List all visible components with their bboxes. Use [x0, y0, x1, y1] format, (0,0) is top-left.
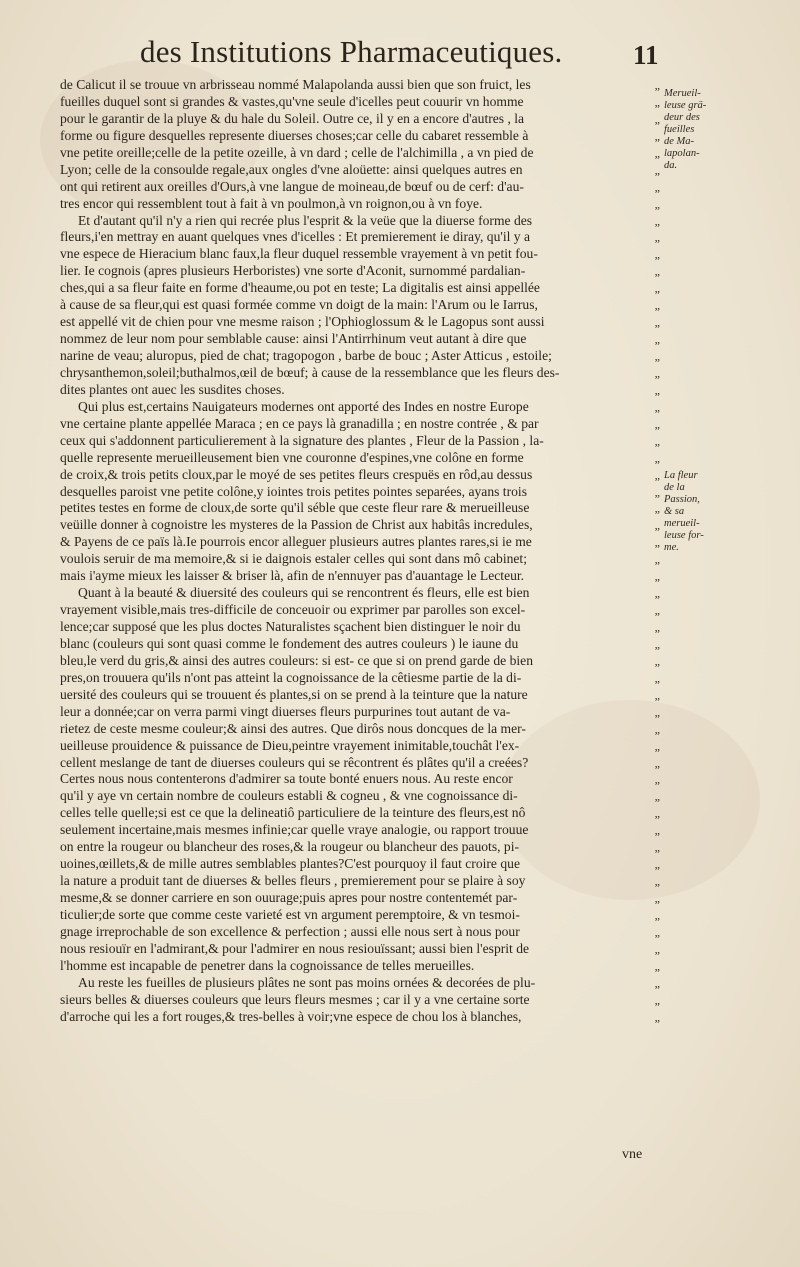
quotation-mark: „: [654, 247, 660, 262]
line-text: voulois seruir de ma memoire,& si ie daignois estaler celles qui sont dans mô cabinet;: [60, 551, 527, 567]
margin-note-line: deur des: [664, 112, 700, 123]
margin-note-line: fueilles: [664, 124, 695, 135]
catchword: vne: [622, 1147, 643, 1162]
quotation-mark: „: [654, 382, 660, 397]
text-line: [60, 602, 660, 619]
text-line: [60, 517, 660, 534]
text-line: [60, 1009, 660, 1026]
margin-note-line: merueil-: [664, 518, 700, 529]
text-line: [60, 941, 660, 958]
line-text: veüille donner à cognoistre les mysteres de la Passion de Christ aux habitâs incredules,: [60, 517, 533, 533]
text-line: [60, 771, 660, 788]
quotation-mark: „: [654, 230, 660, 245]
quotation-mark: „: [654, 823, 660, 838]
quotation-mark: „: [654, 298, 660, 313]
line-text: ont qui retirent aux oreilles d'Ours,à vne langue de moineau,de bœuf ou de cerf: d'au-: [60, 178, 524, 194]
text-line: [60, 280, 660, 297]
margin-note-malapolanda: [664, 88, 734, 172]
line-text: bleu,le verd du gris,& ainsi des autres couleurs: si est- ce que si on prend garde de bien: [60, 652, 534, 668]
text-line: [60, 755, 660, 772]
text-line: [60, 467, 660, 484]
margin-note-line: Passion,: [664, 494, 700, 505]
line-text: pour le garantir de la pluye & du hale du Soleil. Outre ce, il y en a encore d'autres , la: [60, 110, 525, 126]
line-text: forme ou figure desquelles represente diuerses choses;car celle du cabaret ressemble à: [60, 127, 529, 143]
quotation-mark: „: [654, 145, 660, 160]
line-text: d'arroche qui les a fort rouges,& tres-belles à voir;vne espece de chou los à blanches,: [60, 1008, 522, 1024]
quotation-mark: „: [654, 281, 660, 296]
text-line: [60, 179, 660, 196]
quotation-mark: „: [654, 687, 660, 702]
text-line: [60, 450, 660, 467]
quotation-mark: „: [654, 924, 660, 939]
quotation-mark: „: [654, 636, 660, 651]
text-line: [60, 568, 660, 585]
text-line: [60, 839, 660, 856]
text-line: [60, 263, 660, 280]
line-text: nous resiouïr en l'admirant,& pour l'admirer en nous resiouïssant; aussi bien l'esprit de: [60, 940, 530, 956]
quotation-mark: „: [654, 874, 660, 889]
running-title: des Institutions Pharmaceutiques.: [140, 34, 563, 69]
quotation-mark: „: [654, 738, 660, 753]
margin-note-line: me.: [664, 542, 679, 553]
text-line: [60, 128, 660, 145]
quotation-mark: „: [654, 891, 660, 905]
margin-note-line: da.: [664, 160, 678, 171]
line-text: Au reste les fueilles de plusieurs plâtes ne sont pas moins ornées & decorées de plu-: [78, 974, 536, 990]
quotation-mark: „: [654, 196, 660, 211]
text-line: [60, 924, 660, 941]
quotation-mark: „: [654, 365, 660, 380]
text-line: [60, 246, 660, 263]
quotation-mark: „: [654, 840, 660, 855]
line-text: Et d'autant qu'il n'y a rien qui recrée plus l'esprit & la veüe que la diuerse forme des: [78, 212, 533, 228]
margin-note-line: lapolan-: [664, 148, 700, 159]
text-line: [60, 500, 660, 517]
quotation-mark: „: [654, 162, 660, 177]
text-line: [60, 873, 660, 890]
quotation-mark: „: [654, 332, 660, 347]
margin-note-line: de Ma-: [664, 136, 695, 147]
text-line: [60, 738, 660, 755]
line-text: uersité des couleurs qui se trouuent és plantes,si on se prend à la teinture que la nature: [60, 686, 528, 702]
quotation-mark: „: [654, 704, 660, 719]
text-line: [60, 619, 660, 636]
line-text: vne certaine plante appellée Maraca ; en ce pays là granadilla ; en nostre contrée , & par: [60, 415, 539, 431]
quotation-mark: „: [654, 620, 660, 634]
text-line: [60, 348, 660, 365]
margin-note-line: Merueil-: [664, 88, 701, 99]
quotation-mark: „: [654, 94, 660, 109]
quotation-mark: „: [654, 450, 660, 465]
quotation-mark: „: [654, 349, 660, 363]
line-text: uoines,œillets,& de mille autres semblables plantes?C'est pourquoy il faut croire que: [60, 856, 520, 872]
line-text: narine de veau; aluropus, pied de chat; tragopogon , barbe de bouc ; Aster Atticus , estoile;: [60, 348, 552, 363]
quotation-mark: „: [654, 78, 660, 92]
text-line: [60, 162, 660, 179]
margin-note-passion-flower: [664, 470, 734, 554]
text-line: [60, 721, 660, 738]
line-text: tres encor qui ressemblent tout à fait à vn poulmon,à vn roignon,ou à vn foye.: [60, 195, 483, 211]
page-number: 11: [633, 40, 659, 70]
text-line: [60, 653, 660, 670]
line-text: dites plantes ont auec les susdites choses.: [60, 381, 285, 397]
line-text: gnage irreprochable de son excellence & perfection ; aussi elle nous sert à nous pour: [60, 923, 520, 939]
text-line: [60, 805, 660, 822]
text-line: [60, 704, 660, 721]
quotation-mark: „: [654, 586, 660, 601]
quotation-mark: „: [654, 179, 660, 194]
quotation-mark: „: [654, 789, 660, 804]
line-text: pres,on trouuera qu'ils n'ont pas atteint la cognoissance de la cêtiesme partie de la di-: [60, 669, 522, 685]
line-text: lier. Ie cognois (apres plusieurs Herboristes) vne sorte d'Aconit, surnommé pardalian-: [60, 263, 526, 279]
text-line: [60, 213, 660, 230]
line-text: sieurs belles & diuerses couleurs que leurs fleurs mesmes ; car il y a vne certaine sorte: [60, 991, 530, 1007]
text-line: [60, 907, 660, 924]
quotation-mark: „: [654, 111, 660, 126]
text-line: [60, 382, 660, 399]
text-line: [60, 992, 660, 1009]
line-text: leur a donnée;car on verra parmi vingt diuerses fleurs purpurines tout autant de va-: [60, 703, 511, 719]
line-text: lence;car supposé que les plus doctes Naturalistes sçachent bien distinguer le noir du: [60, 619, 521, 634]
quotation-mark: „: [654, 670, 660, 685]
line-text: Qui plus est,certains Nauigateurs modernes ont apporté des Indes en nostre Europe: [78, 398, 529, 414]
text-line: [60, 433, 660, 450]
text-line: [60, 890, 660, 907]
quotation-mark: „: [654, 416, 660, 431]
line-text: qu'il y aye vn certain nombre de couleurs establi & cogneu , & vne cognoissance di-: [60, 788, 518, 804]
text-line: [60, 636, 660, 653]
line-text: à cause de sa fleur,qui est quasi formée comme vn doigt de la main: l'Arum ou le Iarrus,: [60, 297, 538, 313]
quotation-mark: „: [654, 721, 660, 736]
line-text: mais i'ayme mieux les laisser & briser là, afin de n'ennuyer pas d'auantage le Lecteur.: [60, 568, 525, 584]
line-text: vne petite oreille;celle de la petite ozeille, à vn dard ; celle de l'alchimilla , a vn pied de: [60, 144, 534, 160]
text-line: [60, 229, 660, 246]
line-text: nommez de leur nom pour semblable cause: ainsi l'Antirrhinum veut autant à dire que: [60, 331, 527, 347]
line-text: vrayement visible,mais tres-difficile de conceuoir ou exprimer par parolles son excel-: [60, 602, 526, 618]
text-line: [60, 145, 660, 162]
text-line: [60, 94, 660, 111]
text-line: [60, 856, 660, 873]
line-text: ticulier;de sorte que comme ceste varieté est vn argument peremptoire, & vn tesmoi-: [60, 906, 520, 922]
quotation-mark: „: [654, 467, 660, 482]
text-line: [60, 687, 660, 704]
line-text: ueilleuse prouidence & puissance de Dieu,peintre vrayement inimitable,touchât l'ex-: [60, 737, 520, 753]
quotation-mark: „: [654, 535, 660, 550]
line-text: on entre la rougeur ou blancheur des roses,& la rougeur ou blancheur des pauots, pi-: [60, 839, 520, 855]
quotation-mark: „: [654, 569, 660, 584]
quotation-mark: „: [654, 128, 660, 143]
line-text: chrysanthemon,soleil;buthalmos,œil de bœuf; à cause de la ressemblance que les fleurs des-: [60, 364, 560, 380]
quotation-mark: „: [654, 941, 660, 956]
line-text: l'homme est incapable de penetrer dans la cognoissance de telles merueilles.: [60, 957, 475, 973]
quotation-mark: „: [654, 213, 660, 228]
text-line: [60, 331, 660, 348]
line-text: quelle represente merueilleusement bien vne couronne d'espines,vne colône en forme: [60, 449, 524, 465]
quotation-mark: „: [654, 772, 660, 787]
line-text: la nature a produit tant de diuerses & belles fleurs , premierement pour se plaire à soy: [60, 873, 526, 889]
quotation-mark: „: [654, 603, 660, 618]
line-text: celles telle quelle;si est ce que la delineatiô particuliere de la teinture des fleurs,est nô: [60, 805, 526, 821]
line-text: fueilles duquel sont si grandes & vastes,qu'vne seule d'icelles peut couurir vn homme: [60, 93, 524, 109]
text-line: [60, 399, 660, 416]
margin-note-line: La fleur: [664, 470, 698, 481]
line-text: Certes nous nous contenterons d'admirer sa toute bonté enuers nous. Au reste encor: [60, 771, 513, 787]
quotation-mark: „: [654, 806, 660, 821]
line-text: Lyon; celle de la consoulde regale,aux ongles d'vne aloüette: ainsi quelques autres en: [60, 161, 523, 177]
quotation-mark: „: [654, 264, 660, 279]
line-text: est appellé vit de chien pour vne mesme raison ; l'Ophioglossum & le Lagopus sont aussi: [60, 314, 545, 330]
line-text: blanc (couleurs qui sont quasi comme le fondement des autres couleurs ) le iaune du: [60, 635, 519, 651]
text-line: [60, 196, 660, 213]
text-line: [60, 365, 660, 382]
text-line: [60, 551, 660, 568]
line-text: Quant à la beauté & diuersité des couleurs qui se rencontrent és fleurs, elle est bien: [78, 585, 530, 601]
quotation-mark: „: [654, 755, 660, 770]
text-line: [60, 297, 660, 314]
line-text: mesme,& se donner carriere en son ouurage;puis apres pour nostre contentemét par-: [60, 890, 518, 905]
line-text: de Calicut il se trouue vn arbrisseau nommé Malapolanda aussi bien que son fruict, les: [60, 77, 531, 92]
quotation-mark: „: [654, 992, 660, 1007]
line-text: ceux qui s'addonnent particulierement à la signature des plantes , Fleur de la Passion , la-: [60, 432, 544, 448]
quotation-mark: „: [654, 653, 660, 668]
text-line: [60, 788, 660, 805]
body-text: [60, 77, 660, 1026]
text-line: [60, 111, 660, 128]
quotation-mark: „: [654, 484, 660, 499]
text-line: [60, 975, 660, 992]
quotation-mark: „: [654, 552, 660, 567]
text-line: [60, 314, 660, 331]
margin-note-line: & sa: [664, 506, 685, 517]
line-text: seulement incertaine,mais mesmes infinie;car quelle vraye analogie, ou rapport trouue: [60, 822, 529, 838]
margin-note-line: leuse grä-: [664, 100, 707, 111]
text-line: [60, 585, 660, 602]
quotation-mark: „: [654, 518, 660, 533]
text-line: [60, 77, 660, 94]
margin-note-line: de la: [664, 482, 685, 493]
quotation-mark: „: [654, 315, 660, 330]
text-line: [60, 416, 660, 433]
text-line: [60, 534, 660, 551]
line-text: ches,qui a sa fleur faite en forme d'heaume,ou pot en teste; La digitalis est ainsi appellée: [60, 280, 540, 296]
text-line: [60, 670, 660, 687]
text-line: [60, 484, 660, 501]
line-text: petites testes en forme de cloux,de sorte qu'il séble que ceste fleur rare & merueilleuse: [60, 500, 530, 516]
quotation-mark: „: [654, 501, 660, 516]
quotation-mark: „: [654, 433, 660, 448]
quotation-mark: „: [654, 958, 660, 973]
quotation-mark: „: [654, 975, 660, 990]
line-text: desquelles paroist vne petite colône,y iointes trois petites pointes separées, ayans trois: [60, 483, 527, 499]
quotation-mark: „: [654, 1009, 660, 1024]
line-text: rietez de ceste mesme couleur;& ainsi des autres. Que dirôs nous doncques de la mer-: [60, 720, 526, 736]
line-text: vne espece de Hieracium blanc faux,la fleur duquel ressemble vrayement à vn petit fou-: [60, 246, 538, 262]
line-text: & Payens de ce païs là.Ie pourrois encor alleguer plusieurs autres plantes rares,si ie me: [60, 534, 532, 550]
line-text: cellent meslange de tant de diuerses couleurs qui se rêcontrent és plâtes qu'il a creées?: [60, 754, 529, 770]
text-line: [60, 822, 660, 839]
line-text: de croix,& trois petits cloux,par le moyé de ses petites fleurs crespuës en rôd,au dessus: [60, 466, 533, 482]
quotation-mark: „: [654, 907, 660, 922]
line-text: fleurs,i'en mettray en auant quelques vnes d'icelles : Et premierement ie diray, qu'il y a: [60, 229, 530, 245]
text-line: [60, 958, 660, 975]
quotation-mark: „: [654, 399, 660, 414]
margin-note-line: leuse for-: [664, 530, 704, 541]
quotation-mark: „: [654, 857, 660, 872]
